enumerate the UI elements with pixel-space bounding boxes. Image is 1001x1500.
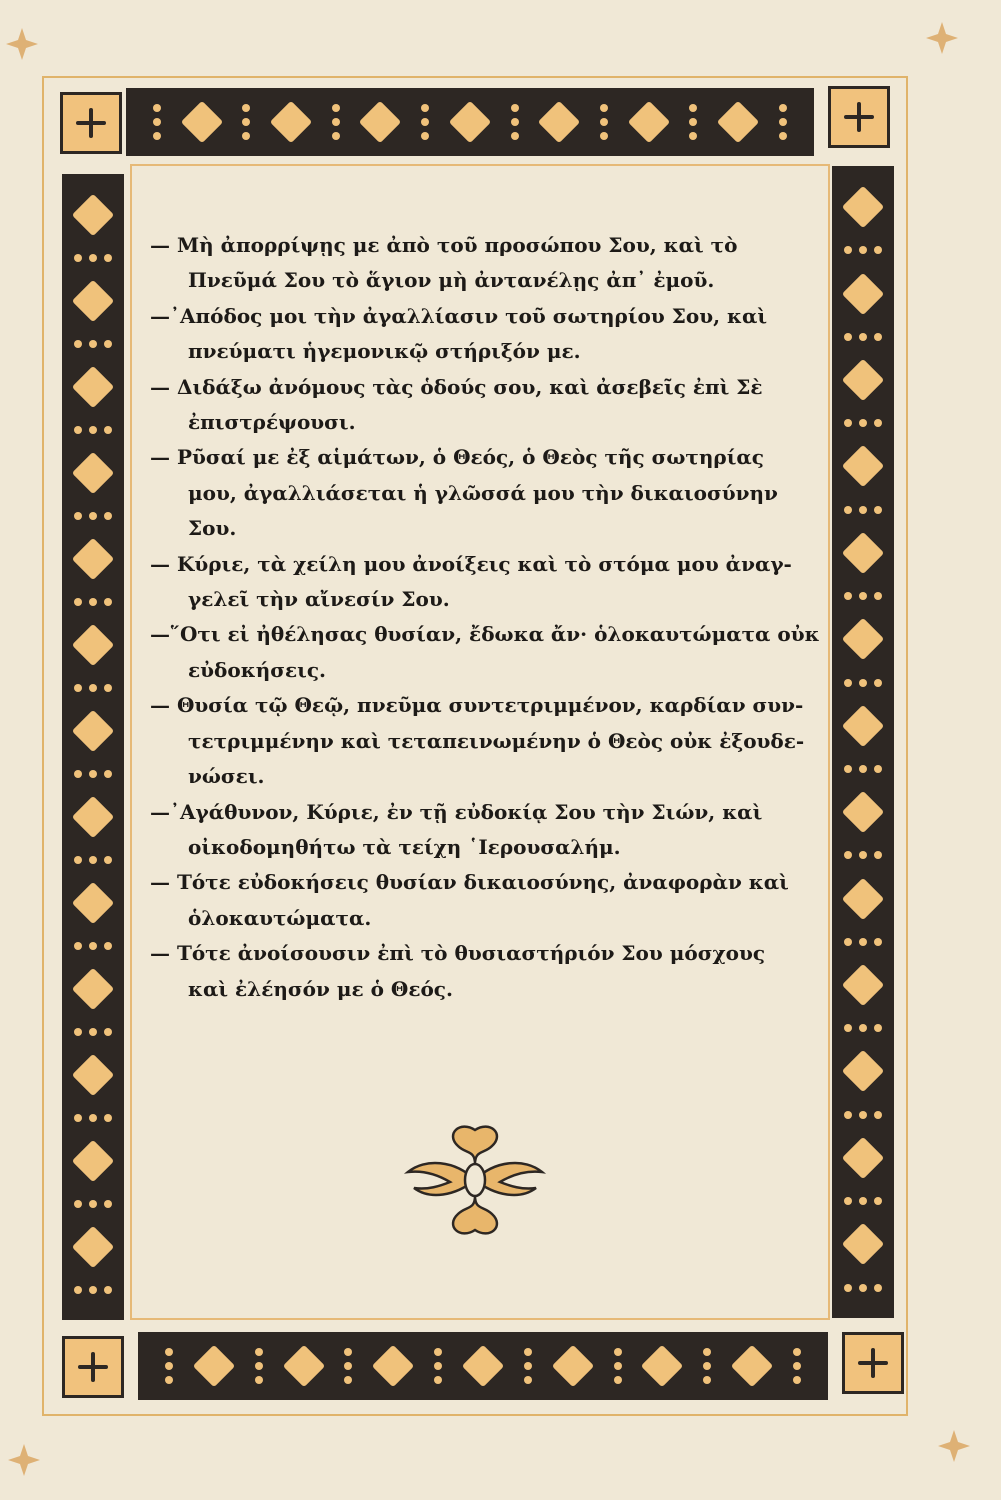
verse <box>150 688 805 794</box>
diamond-icon <box>72 194 114 236</box>
dots-icon <box>332 104 340 140</box>
verse-line: — Τότε ἀνοίσουσιν ἐπὶ τὸ θυσιαστήριόν Σου μόσχους <box>150 941 765 966</box>
diamond-icon <box>538 101 580 143</box>
dots-icon <box>689 104 697 140</box>
diamond-icon <box>72 538 114 580</box>
cross-icon <box>76 108 106 138</box>
dots-icon <box>74 684 112 692</box>
verse <box>150 299 800 370</box>
dots-icon <box>844 1111 882 1119</box>
corner-tile-bottom-right <box>842 1332 904 1394</box>
diamond-icon <box>842 359 884 401</box>
verse <box>150 795 800 866</box>
diamond-icon <box>359 101 401 143</box>
dots-icon <box>844 506 882 514</box>
dots-icon <box>74 1114 112 1122</box>
dots-icon <box>524 1348 532 1384</box>
verse-line: ὁλοκαυτώματα. <box>188 905 372 930</box>
diamond-icon <box>628 101 670 143</box>
diamond-icon <box>72 280 114 322</box>
diamond-icon <box>731 1345 773 1387</box>
cross-icon <box>858 1348 888 1378</box>
fleuron-icon-bottom-left <box>4 1440 44 1480</box>
diamond-icon <box>842 1223 884 1265</box>
verse-line: εὐδοκήσεις. <box>188 657 326 682</box>
diamond-icon <box>842 1050 884 1092</box>
diamond-icon <box>72 710 114 752</box>
diamond-icon <box>270 101 312 143</box>
diamond-icon <box>282 1345 324 1387</box>
dots-icon <box>153 104 161 140</box>
verse-line: —῞Οτι εἰ ἠθέλησας θυσίαν, ἔδωκα ἄν· ὁλοκαυτώματα οὐκ <box>150 622 820 647</box>
diamond-icon <box>842 964 884 1006</box>
diamond-icon <box>641 1345 683 1387</box>
fleuron-icon-top-right <box>922 18 962 58</box>
verse-line: πνεύματι ἡγεμονικῷ στήριξόν με. <box>188 339 581 364</box>
dots-icon <box>779 104 787 140</box>
dots-icon <box>844 851 882 859</box>
dots-icon <box>74 856 112 864</box>
diamond-icon <box>842 705 884 747</box>
corner-tile-top-right <box>828 86 890 148</box>
verse <box>150 547 800 618</box>
verse-line: Πνεῦμά Σου τὸ ἅγιον μὴ ἀντανέλῃς ἀπ᾿ ἐμοῦ. <box>188 268 715 293</box>
verse <box>150 936 800 1007</box>
dots-icon <box>844 679 882 687</box>
verse <box>150 617 820 688</box>
verse-line: τετριμμένην καὶ τεταπεινωμένην ὁ Θεὸς οὐκ ἐξουδε- <box>188 728 805 753</box>
verse <box>150 865 800 936</box>
diamond-icon <box>842 1137 884 1179</box>
dots-icon <box>844 1024 882 1032</box>
dots-icon <box>614 1348 622 1384</box>
dots-icon <box>74 598 112 606</box>
diamond-icon <box>72 796 114 838</box>
left-border-band <box>62 174 124 1320</box>
dots-icon <box>793 1348 801 1384</box>
dots-icon <box>844 1284 882 1292</box>
right-border-band <box>832 166 894 1318</box>
dots-icon <box>600 104 608 140</box>
diamond-icon <box>842 532 884 574</box>
dots-icon <box>74 1028 112 1036</box>
verse-line: — Διδάξω ἀνόμους τὰς ὁδούς σου, καὶ ἀσεβεῖς ἐπὶ Σὲ <box>150 374 763 399</box>
verse-line: —᾿Απόδος μοι τὴν ἀγαλλίασιν τοῦ σωτηρίου Σου, καὶ <box>150 303 768 328</box>
cross-icon <box>78 1352 108 1382</box>
diamond-icon <box>72 624 114 666</box>
verse-line: Σου. <box>188 516 237 541</box>
diamond-icon <box>449 101 491 143</box>
bottom-border-band <box>138 1332 828 1400</box>
verse-line: —᾿Αγάθυνον, Κύριε, ἐν τῇ εὐδοκίᾳ Σου τὴν Σιών, καὶ <box>150 799 763 824</box>
psalm-text <box>150 228 820 1007</box>
diamond-icon <box>193 1345 235 1387</box>
dots-icon <box>74 1286 112 1294</box>
verse-line: — Μὴ ἀπορρίψῃς με ἀπὸ τοῦ προσώπου Σου, καὶ τὸ <box>150 233 738 257</box>
diamond-icon <box>72 366 114 408</box>
corner-tile-top-left <box>60 92 122 154</box>
dots-icon <box>434 1348 442 1384</box>
dots-icon <box>74 942 112 950</box>
dots-icon <box>74 770 112 778</box>
corner-tile-bottom-left <box>62 1336 124 1398</box>
dots-icon <box>703 1348 711 1384</box>
verse <box>150 440 800 546</box>
verse-line: νώσει. <box>188 764 265 789</box>
dots-icon <box>165 1348 173 1384</box>
floral-ornament-icon <box>400 1120 550 1240</box>
verse-line: — Κύριε, τὰ χείλη μου ἀνοίξεις καὶ τὸ στόμα μου ἀναγ- <box>150 551 792 576</box>
diamond-icon <box>842 186 884 228</box>
diamond-icon <box>842 877 884 919</box>
diamond-icon <box>842 272 884 314</box>
diamond-icon <box>842 445 884 487</box>
diamond-icon <box>72 1054 114 1096</box>
diamond-icon <box>372 1345 414 1387</box>
diamond-icon <box>180 101 222 143</box>
dots-icon <box>344 1348 352 1384</box>
diamond-icon <box>72 1226 114 1268</box>
dots-icon <box>844 1197 882 1205</box>
dots-icon <box>844 333 882 341</box>
top-border-band <box>126 88 814 156</box>
diamond-icon <box>72 968 114 1010</box>
dots-icon <box>74 512 112 520</box>
dots-icon <box>844 592 882 600</box>
diamond-icon <box>717 101 759 143</box>
dots-icon <box>74 426 112 434</box>
verse-line: γελεῖ τὴν αἴνεσίν Σου. <box>188 587 450 612</box>
dots-icon <box>74 340 112 348</box>
diamond-icon <box>72 882 114 924</box>
dots-icon <box>844 938 882 946</box>
verse-line: — Θυσία τῷ Θεῷ, πνεῦμα συντετριμμένον, καρδίαν συν- <box>150 693 804 718</box>
dots-icon <box>255 1348 263 1384</box>
dots-icon <box>74 1200 112 1208</box>
verse-line: — Τότε εὐδοκήσεις θυσίαν δικαιοσύνης, ἀναφορὰν καὶ <box>150 870 789 895</box>
verse-line: μου, ἀγαλλιάσεται ἡ γλῶσσά μου τὴν δικαιοσύνην <box>188 480 778 505</box>
diamond-icon <box>842 618 884 660</box>
verse-line: καὶ ἐλέησόν με ὁ Θεός. <box>188 976 453 1001</box>
dots-icon <box>242 104 250 140</box>
diamond-icon <box>462 1345 504 1387</box>
dots-icon <box>844 246 882 254</box>
dots-icon <box>511 104 519 140</box>
diamond-icon <box>551 1345 593 1387</box>
verse-line: ἐπιστρέψουσι. <box>188 410 356 435</box>
dots-icon <box>421 104 429 140</box>
fleuron-icon-bottom-right <box>934 1426 974 1466</box>
dots-icon <box>74 254 112 262</box>
diamond-icon <box>72 1140 114 1182</box>
verse <box>150 228 800 299</box>
dots-icon <box>844 419 882 427</box>
diamond-icon <box>842 791 884 833</box>
verse <box>150 370 800 441</box>
verse-line: — Ρῦσαί με ἐξ αἱμάτων, ὁ Θεός, ὁ Θεὸς τῆς σωτηρίας <box>150 445 764 470</box>
verse-line: οἰκοδομηθήτω τὰ τείχη ῾Ιερουσαλήμ. <box>188 834 621 859</box>
diamond-icon <box>72 452 114 494</box>
dots-icon <box>844 765 882 773</box>
cross-icon <box>844 102 874 132</box>
fleuron-icon-top-left <box>2 24 42 64</box>
